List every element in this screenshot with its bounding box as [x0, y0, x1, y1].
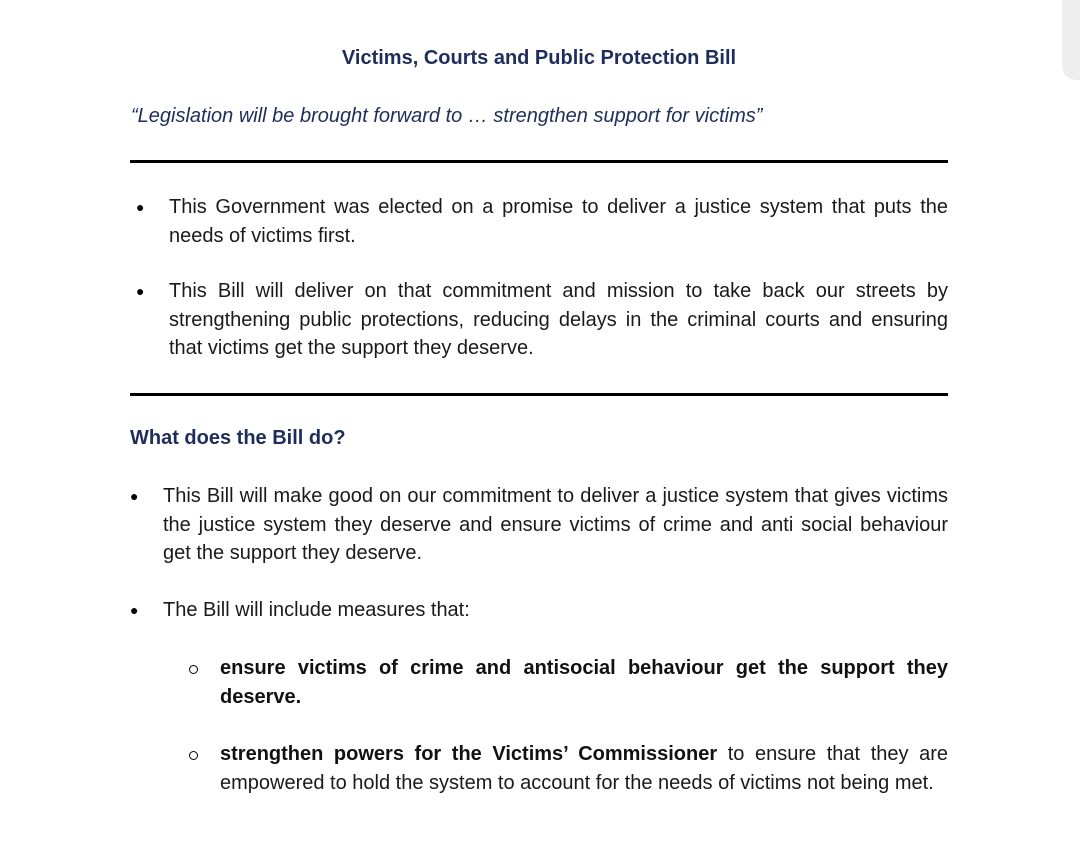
section-point: The Bill will include measures that:: [163, 599, 470, 621]
divider-bottom: [130, 393, 948, 396]
hollow-bullet-icon: [189, 665, 198, 674]
section-point: This Bill will make good on our commitment to deliver a justice system that gives victims the justice system they deserve and ensure victims of crime and anti social behaviour get the support they deserve.: [163, 485, 948, 565]
bullet-icon: ●: [136, 199, 145, 215]
measure-text: to ensure that they are empowered to hold the system to account for the needs of victims not being met.: [220, 743, 948, 794]
bullet-icon: ●: [136, 283, 145, 299]
measure-item: [220, 740, 948, 797]
divider-top: [130, 160, 948, 163]
scrollbar-tab[interactable]: [1062, 0, 1080, 80]
section-heading: What does the Bill do?: [130, 427, 346, 449]
bullet-icon: ●: [130, 488, 139, 504]
hollow-bullet-icon: [189, 751, 198, 760]
measure-item: [220, 654, 948, 711]
document-title: Victims, Courts and Public Protection Bill: [341, 47, 737, 69]
intro-point: This Bill will deliver on that commitment and mission to take back our streets by strengthening public protections, reducing delays in the criminal courts and ensuring that victims get the support they deserve.: [169, 280, 948, 360]
measure-bold-text: ensure victims of crime and antisocial behaviour get the support they deserve.: [220, 657, 948, 708]
intro-point: This Government was elected on a promise to deliver a justice system that puts the needs of victims first.: [169, 196, 948, 247]
quote-line: “Legislation will be brought forward to … strengthen support for victims”: [131, 105, 763, 127]
measure-bold-text: strengthen powers for the Victims’ Commissioner: [220, 743, 718, 765]
bullet-icon: ●: [130, 602, 139, 618]
